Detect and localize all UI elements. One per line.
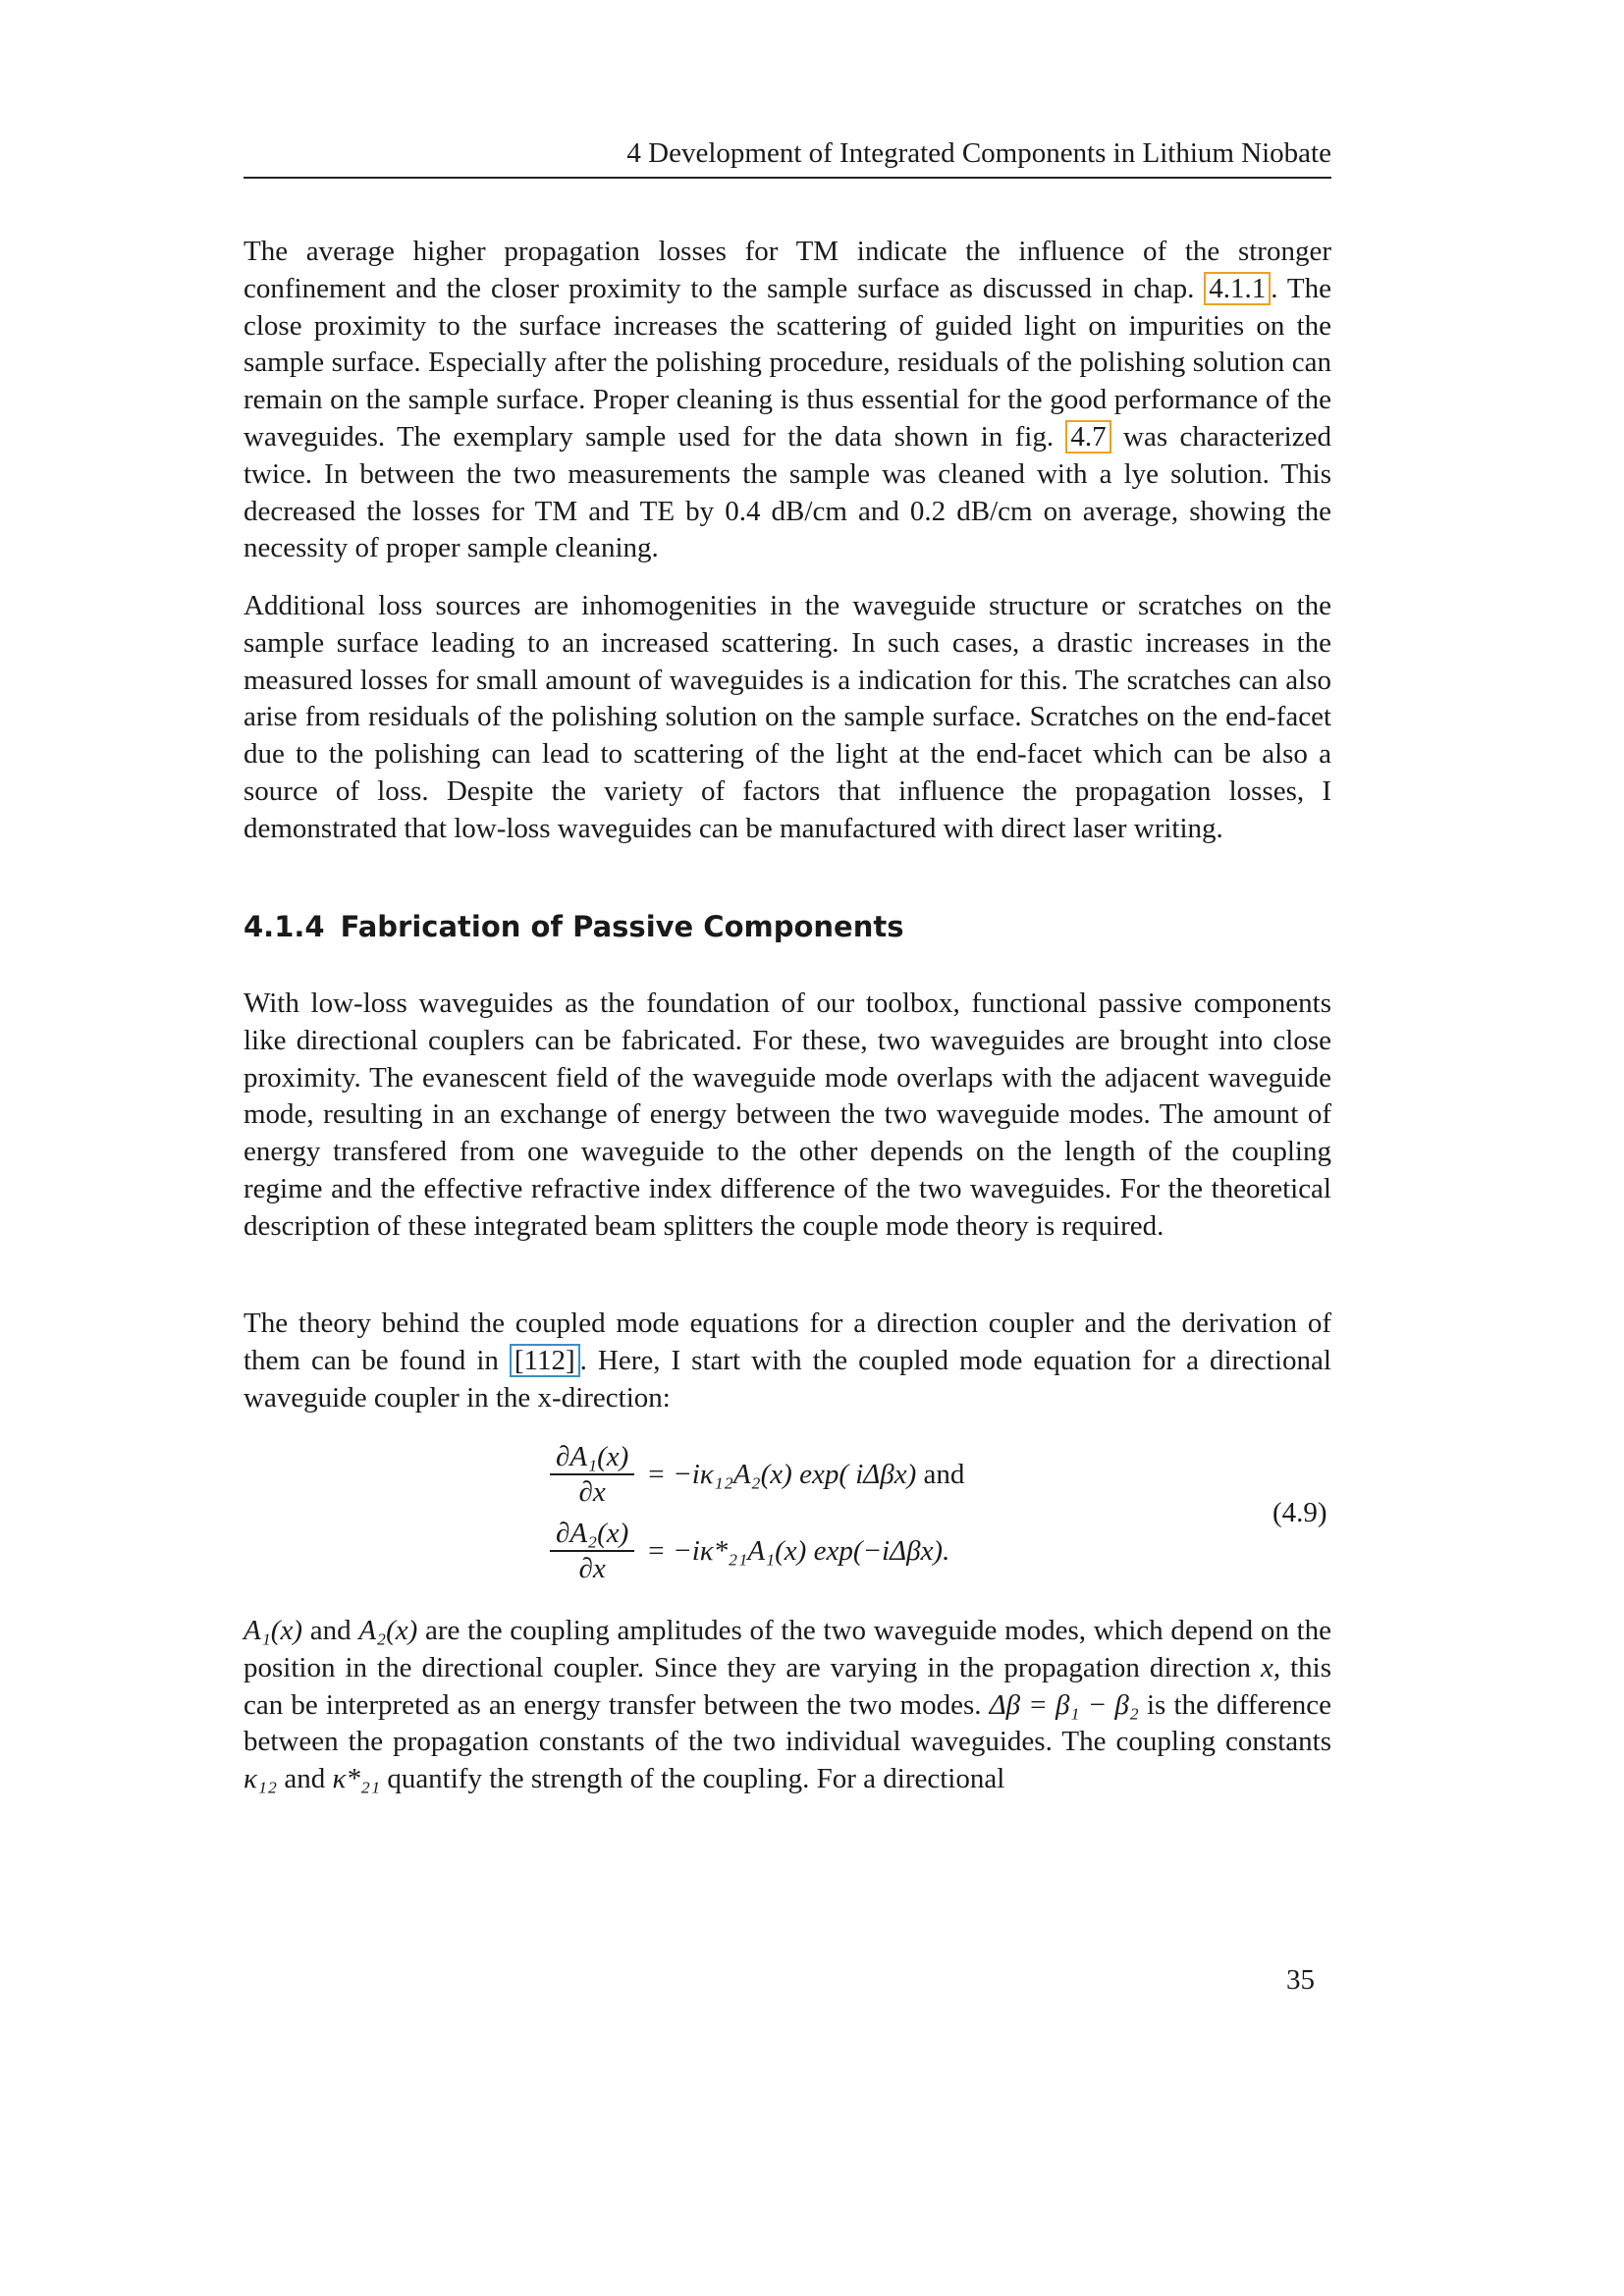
equation-row-2 bbox=[550, 1517, 949, 1585]
math-inline: A₂(x) bbox=[358, 1615, 418, 1646]
paragraph-passive-components: With low-loss waveguides as the foundation of our toolbox, functional passive components like directional couplers can be fabricated. For these, two waveguides are brought into close proximity. The evanescent field of the waveguide mode overlaps with the adjacent waveguide mode, resulting in an exchange of energy between the two waveguide modes. The amount of energy transfered from one waveguide to the other depends on the length of the coupling regime and the effective refractive index difference of the two waveguides. For the theoretical description of these integrated beam splitters the couple mode theory is required. bbox=[244, 988, 1331, 1242]
chapter-ref-link[interactable]: 4.1.1 bbox=[1204, 272, 1271, 305]
paragraph-coupling-amplitudes bbox=[244, 1613, 1331, 1798]
paragraph-text: and bbox=[277, 1763, 333, 1795]
section-title: Fabrication of Passive Components bbox=[340, 910, 904, 943]
fraction-numerator: ∂A₁(x) bbox=[550, 1440, 634, 1475]
fraction-denominator: ∂x bbox=[578, 1553, 606, 1584]
math-inline: A₁(x) bbox=[244, 1615, 302, 1646]
section-number: 4.1.4 bbox=[244, 910, 325, 943]
fraction-denominator: ∂x bbox=[578, 1476, 606, 1508]
running-header: 4 Development of Integrated Components in Lithium Niobate bbox=[626, 137, 1331, 169]
equation-rhs: = −iκ*₂₁A₁(x) exp(−iΔβx). bbox=[646, 1534, 950, 1567]
fraction-numerator: ∂A₂(x) bbox=[550, 1517, 634, 1552]
paragraph-text: The average higher propagation losses for TM indicate the influence of the stronger confinement and the closer proximity to the sample surface as discussed in chap. bbox=[244, 236, 1331, 304]
citation-link[interactable]: [112] bbox=[510, 1344, 580, 1377]
paragraph-text: quantify the strength of the coupling. For a directional bbox=[380, 1763, 1005, 1795]
paragraph-text: . The close proximity to the surface increases the scattering of guided light on impurities on the sample surface. Especially after the polishing procedure, residuals of the polishing solution can remain on the sample surface. Proper cleaning is thus essential for the good performance of the waveguides. The exemplary sample used for the data shown in fig. bbox=[244, 272, 1331, 453]
math-inline: x bbox=[1260, 1651, 1273, 1683]
math-inline: Δβ = β₁ − β₂ bbox=[989, 1688, 1139, 1721]
page-number: 35 bbox=[1286, 1964, 1315, 1996]
paragraph-text: is the difference between the propagation constants of the two individual waveguides. The coupling constants bbox=[244, 1688, 1332, 1758]
equation-row-1 bbox=[550, 1440, 964, 1509]
paragraph-losses-tm bbox=[244, 234, 1331, 567]
paragraph-text: was characterized twice. In between the two measurements the sample was cleaned with a lye solution. This decreased the losses for TM and TE by 0.4 dB/cm and 0.2 dB/cm on average, showing the necessity of proper sample cleaning. bbox=[244, 420, 1331, 564]
math-inline: κ₁₂ bbox=[244, 1763, 278, 1795]
math-inline: κ*₂₁ bbox=[332, 1763, 381, 1795]
header-rule bbox=[244, 177, 1331, 179]
figure-ref-link[interactable]: 4.7 bbox=[1065, 420, 1110, 454]
paragraph-loss-sources: Additional loss sources are inhomogenities in the waveguide structure or scratches on the sample surface leading to an increased scattering. In such cases, a drastic increases in the measured losses for small amount of waveguides is a indication for this. The scratches can also arise from residuals of the polishing solution on the sample surface. Scratches on the end-facet due to the polishing can lead to scattering of the light at the end-facet which can be also a source of loss. Despite the variety of factors that influence the propagation losses, I demonstrated that low-loss waveguides can be manufactured with direct laser writing. bbox=[244, 590, 1331, 844]
paragraph-coupled-mode bbox=[244, 1306, 1331, 1416]
equation-number: (4.9) bbox=[1272, 1497, 1327, 1528]
paragraph-text: and bbox=[301, 1615, 359, 1646]
fraction bbox=[550, 1440, 634, 1509]
fraction bbox=[550, 1517, 634, 1585]
equation-suffix: and bbox=[923, 1458, 965, 1490]
paragraph-text: are the coupling amplitudes of the two waveguide modes, which depend on the position in the directional coupler. Since they are varying in the propagation direction bbox=[244, 1615, 1332, 1683]
paragraph-text: The theory behind the coupled mode equations for a direction coupler and the derivation of them can be found in bbox=[244, 1308, 1331, 1376]
equation-block bbox=[550, 1438, 1100, 1605]
equation-rhs: = −iκ₁₂A₂(x) exp( iΔβx) bbox=[646, 1458, 917, 1490]
section-heading bbox=[244, 907, 904, 946]
paragraph-text: . Here, I start with the coupled mode equation for a directional waveguide coupler in the x-direction: bbox=[244, 1344, 1331, 1414]
paragraph-text: , this can be interpreted as an energy transfer between the two modes. bbox=[244, 1651, 1331, 1721]
